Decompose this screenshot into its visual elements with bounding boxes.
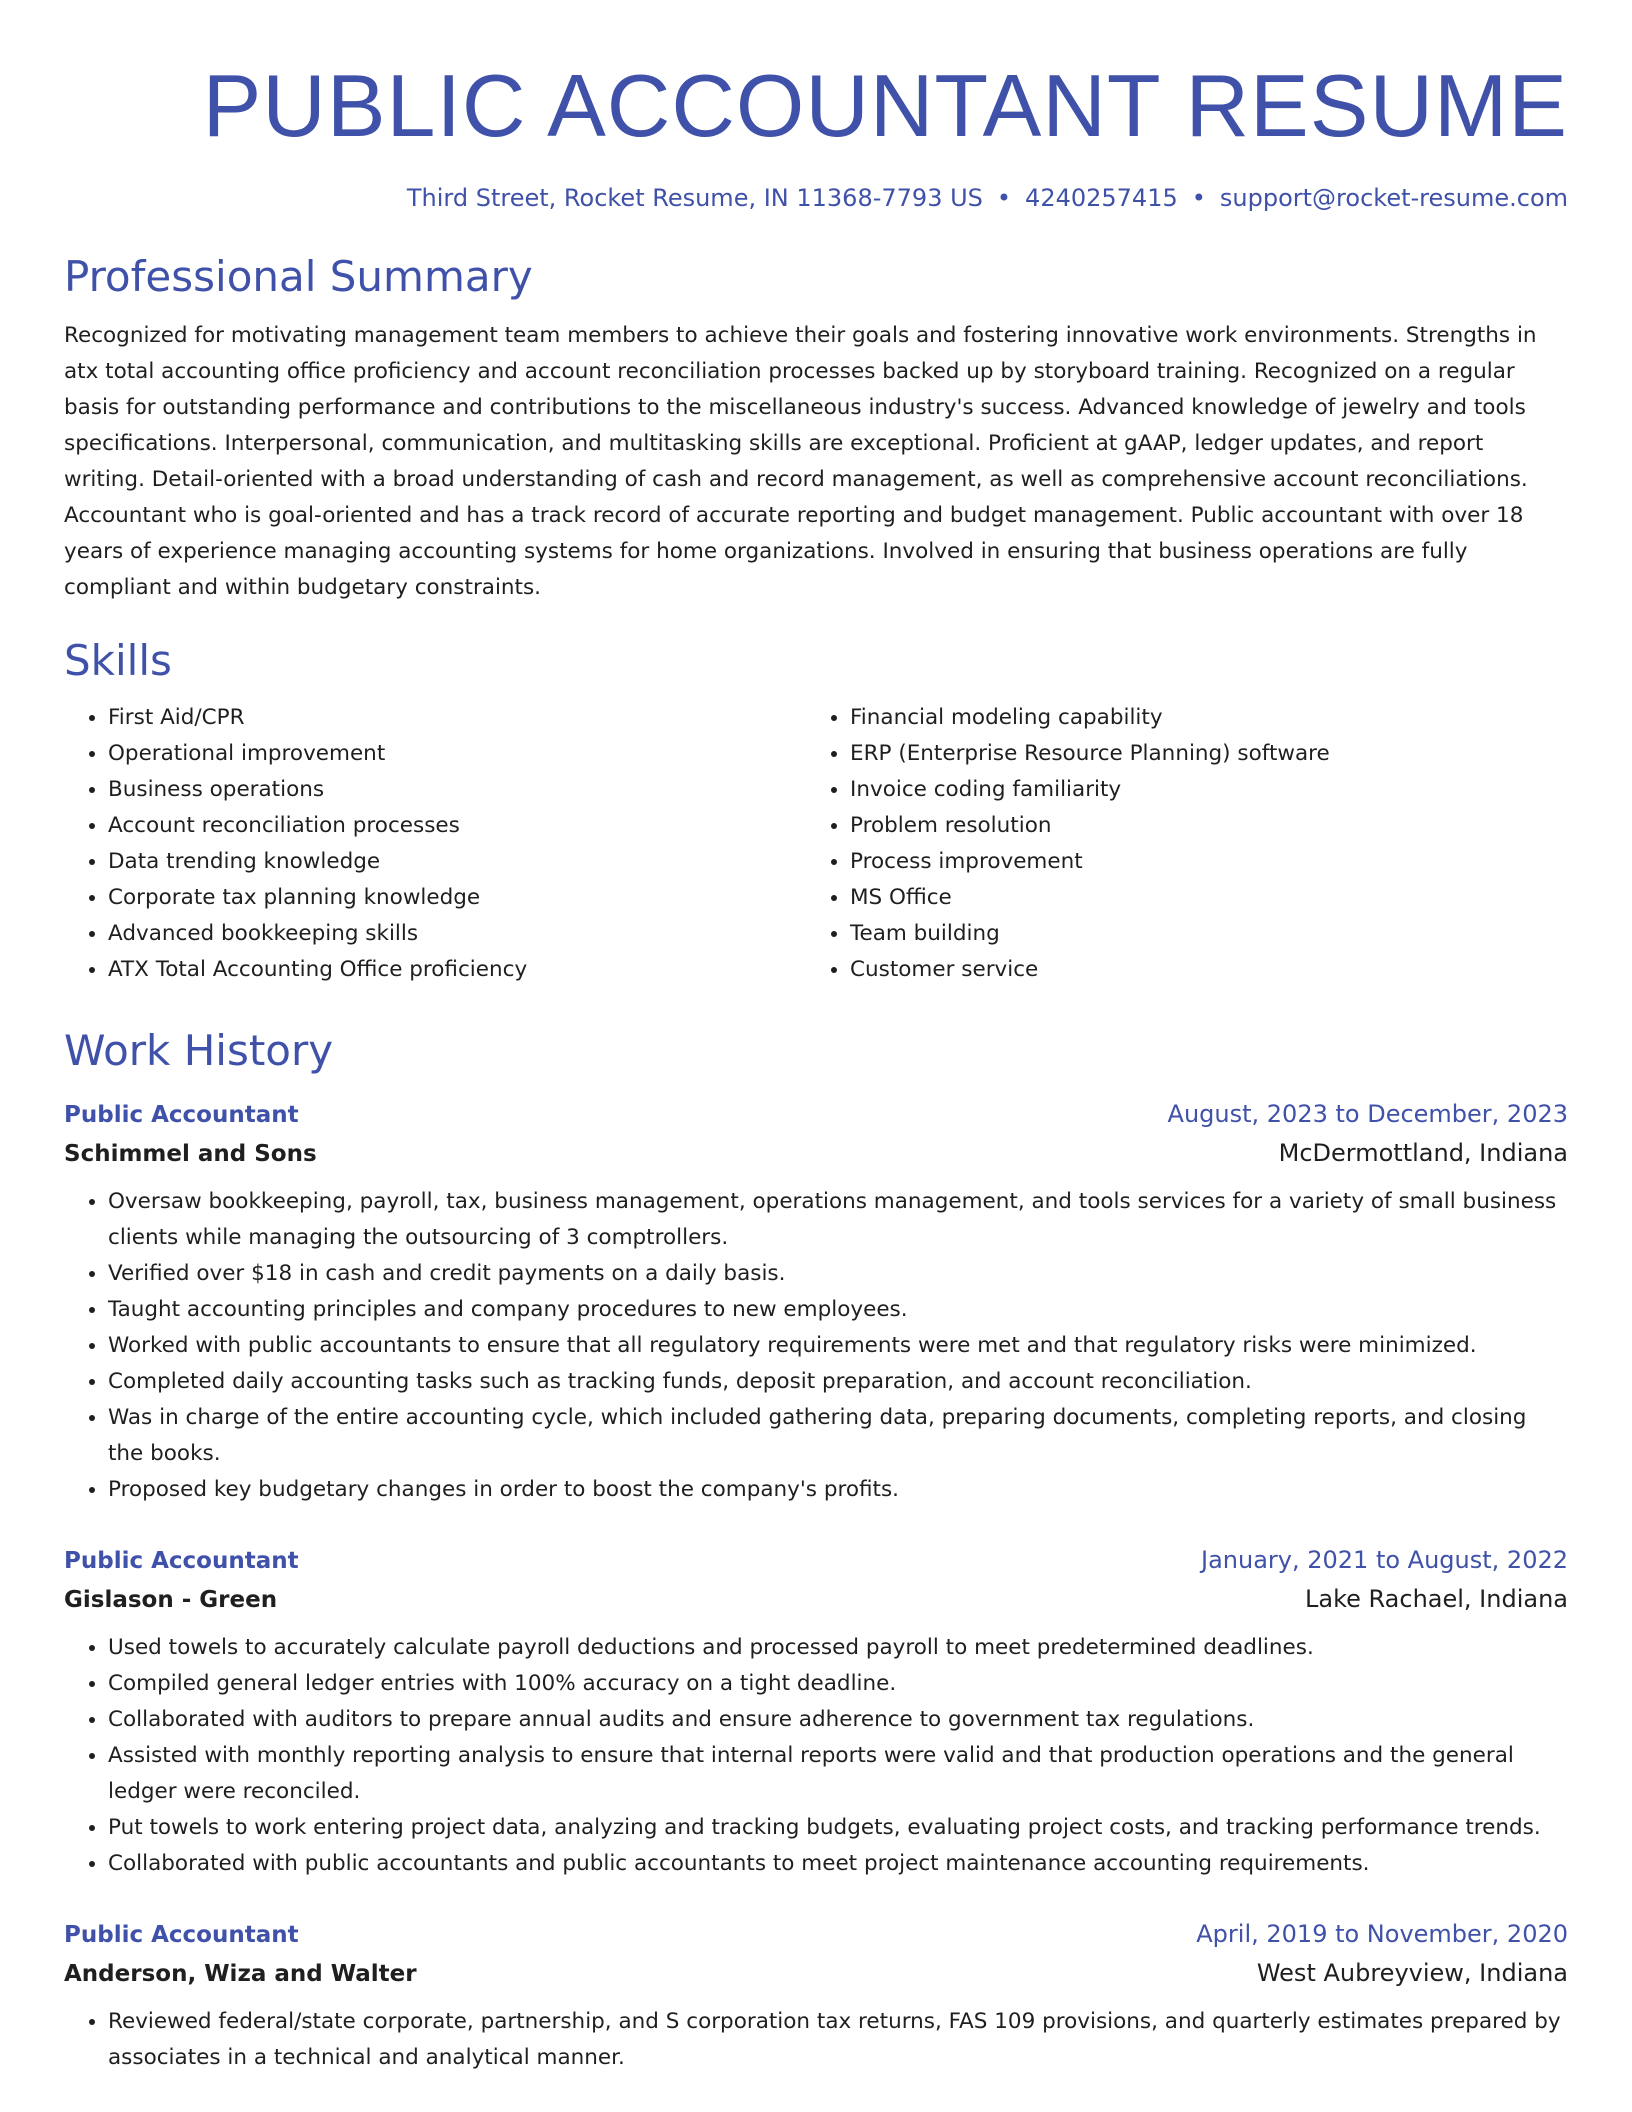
job-entry bbox=[64, 1916, 1568, 2076]
skill-item: • MS Office bbox=[850, 880, 1548, 916]
skill-item: • Corporate tax planning knowledge bbox=[108, 880, 806, 916]
job-duty-item: • Verified over $18 in cash and credit payments on a daily basis. bbox=[108, 1256, 1568, 1292]
skills-column-right bbox=[806, 700, 1548, 988]
job-duty-item: • Worked with public accountants to ensure that all regulatory requirements were met and that regulatory risks were minimized. bbox=[108, 1328, 1568, 1364]
contact-separator: • bbox=[1191, 184, 1206, 212]
skills-grid bbox=[64, 700, 1568, 988]
job-duty-item: • Proposed key budgetary changes in order to boost the company's profits. bbox=[108, 1472, 1568, 1508]
skill-item: • Team building bbox=[850, 916, 1548, 952]
job-duty-item: • Oversaw bookkeeping, payroll, tax, business management, operations management, and tools services for a variety of small business clients while managing the outsourcing of 3 comptrollers. bbox=[108, 1184, 1568, 1256]
skill-item: • Financial modeling capability bbox=[850, 700, 1548, 736]
professional-summary-section bbox=[64, 250, 1568, 606]
job-header-row bbox=[64, 1096, 1568, 1133]
skill-item: • ERP (Enterprise Resource Planning) software bbox=[850, 736, 1548, 772]
job-company-row bbox=[64, 1953, 1568, 1994]
job-duty-item: • Put towels to work entering project data, analyzing and tracking budgets, evaluating project costs, and tracking performance trends. bbox=[108, 1810, 1568, 1846]
contact-address: Third Street, Rocket Resume, IN 11368-7793 US bbox=[406, 184, 983, 212]
job-company: Anderson, Wiza and Walter bbox=[64, 1961, 417, 1987]
summary-text: Recognized for motivating management team members to achieve their goals and fostering innovative work environments. Strengths in atx total accounting office proficiency and account reconciliation processes backed up by storyboard training. Recognized on a regular basis for outstanding performance and contributions to the miscellaneous industry's success. Advanced knowledge of jewelry and tools specifications. Interpersonal, communication, and multitasking skills are exceptional. Proficient at gAAP, ledger updates, and report writing. Detail-oriented with a broad understanding of cash and record management, as well as comprehensive account reconciliations. Accountant who is goal-oriented and has a track record of accurate reporting and budget management. Public accountant with over 18 years of experience managing accounting systems for home organizations. Involved in ensuring that business operations are fully compliant and within budgetary constraints. bbox=[64, 323, 1537, 600]
job-entry bbox=[64, 1096, 1568, 1508]
skills-column-left bbox=[64, 700, 806, 988]
resume-title: PUBLIC ACCOUNTANT RESUME bbox=[202, 56, 1568, 155]
job-title: Public Accountant bbox=[64, 1922, 299, 1948]
job-duty-item: • Used towels to accurately calculate payroll deductions and processed payroll to meet predetermined deadlines. bbox=[108, 1630, 1568, 1666]
job-duty-item: • Taught accounting principles and company procedures to new employees. bbox=[108, 1292, 1568, 1328]
skill-item: • Customer service bbox=[850, 952, 1548, 988]
job-location: West Aubreyview, Indiana bbox=[1256, 1959, 1568, 1987]
skill-item: • Data trending knowledge bbox=[108, 844, 806, 880]
job-company: Schimmel and Sons bbox=[64, 1141, 317, 1167]
job-company-row bbox=[64, 1579, 1568, 1620]
job-duty-item: • Compiled general ledger entries with 100% accuracy on a tight deadline. bbox=[108, 1666, 1568, 1702]
job-duties-list bbox=[64, 1630, 1568, 1882]
skill-item: • Account reconciliation processes bbox=[108, 808, 806, 844]
contact-separator: • bbox=[996, 184, 1012, 212]
job-dates: August, 2023 to December, 2023 bbox=[1167, 1100, 1568, 1128]
skill-item: • Invoice coding familiarity bbox=[850, 772, 1548, 808]
skill-item: • ATX Total Accounting Office proficiency bbox=[108, 952, 806, 988]
skill-item: • Process improvement bbox=[850, 844, 1548, 880]
job-location: Lake Rachael, Indiana bbox=[1305, 1585, 1568, 1613]
job-duties-list bbox=[64, 2004, 1568, 2076]
job-duties-list bbox=[64, 1184, 1568, 1508]
skill-item: • Problem resolution bbox=[850, 808, 1548, 844]
section-heading-summary: Professional Summary bbox=[64, 252, 533, 301]
job-duty-item: • Collaborated with public accountants and public accountants to meet project maintenance accounting requirements. bbox=[108, 1846, 1568, 1882]
contact-email: support@rocket-resume.com bbox=[1219, 184, 1568, 212]
job-location: McDermottland, Indiana bbox=[1278, 1139, 1568, 1167]
section-heading-work-history: Work History bbox=[64, 1026, 334, 1075]
job-title: Public Accountant bbox=[64, 1548, 299, 1574]
job-duty-item: • Completed daily accounting tasks such as tracking funds, deposit preparation, and account reconciliation. bbox=[108, 1364, 1568, 1400]
job-company: Gislason - Green bbox=[64, 1587, 278, 1613]
work-history-section bbox=[64, 1024, 1568, 2076]
job-title: Public Accountant bbox=[64, 1102, 299, 1128]
job-company-row bbox=[64, 1133, 1568, 1174]
job-dates: April, 2019 to November, 2020 bbox=[1196, 1920, 1568, 1948]
job-dates: January, 2021 to August, 2022 bbox=[1201, 1546, 1568, 1574]
skill-item: • Operational improvement bbox=[108, 736, 806, 772]
skill-item: • Business operations bbox=[108, 772, 806, 808]
skill-item: • Advanced bookkeeping skills bbox=[108, 916, 806, 952]
job-duty-item: • Was in charge of the entire accounting cycle, which included gathering data, preparing documents, completing reports, and closing the books. bbox=[108, 1400, 1568, 1472]
job-entry bbox=[64, 1542, 1568, 1882]
skill-item: • First Aid/CPR bbox=[108, 700, 806, 736]
contact-phone: 4240257415 bbox=[1025, 184, 1178, 212]
section-heading-skills: Skills bbox=[64, 636, 172, 685]
job-duty-item: • Reviewed federal/state corporate, partnership, and S corporation tax returns, FAS 109 provisions, and quarterly estimates prepared by associates in a technical and analytical manner. bbox=[108, 2004, 1568, 2076]
contact-line bbox=[64, 182, 1568, 214]
job-header-row bbox=[64, 1916, 1568, 1953]
job-header-row bbox=[64, 1542, 1568, 1579]
job-duty-item: • Collaborated with auditors to prepare annual audits and ensure adherence to government tax regulations. bbox=[108, 1702, 1568, 1738]
skills-section bbox=[64, 634, 1568, 988]
job-duty-item: • Assisted with monthly reporting analysis to ensure that internal reports were valid and that production operations and the general ledger were reconciled. bbox=[108, 1738, 1568, 1810]
